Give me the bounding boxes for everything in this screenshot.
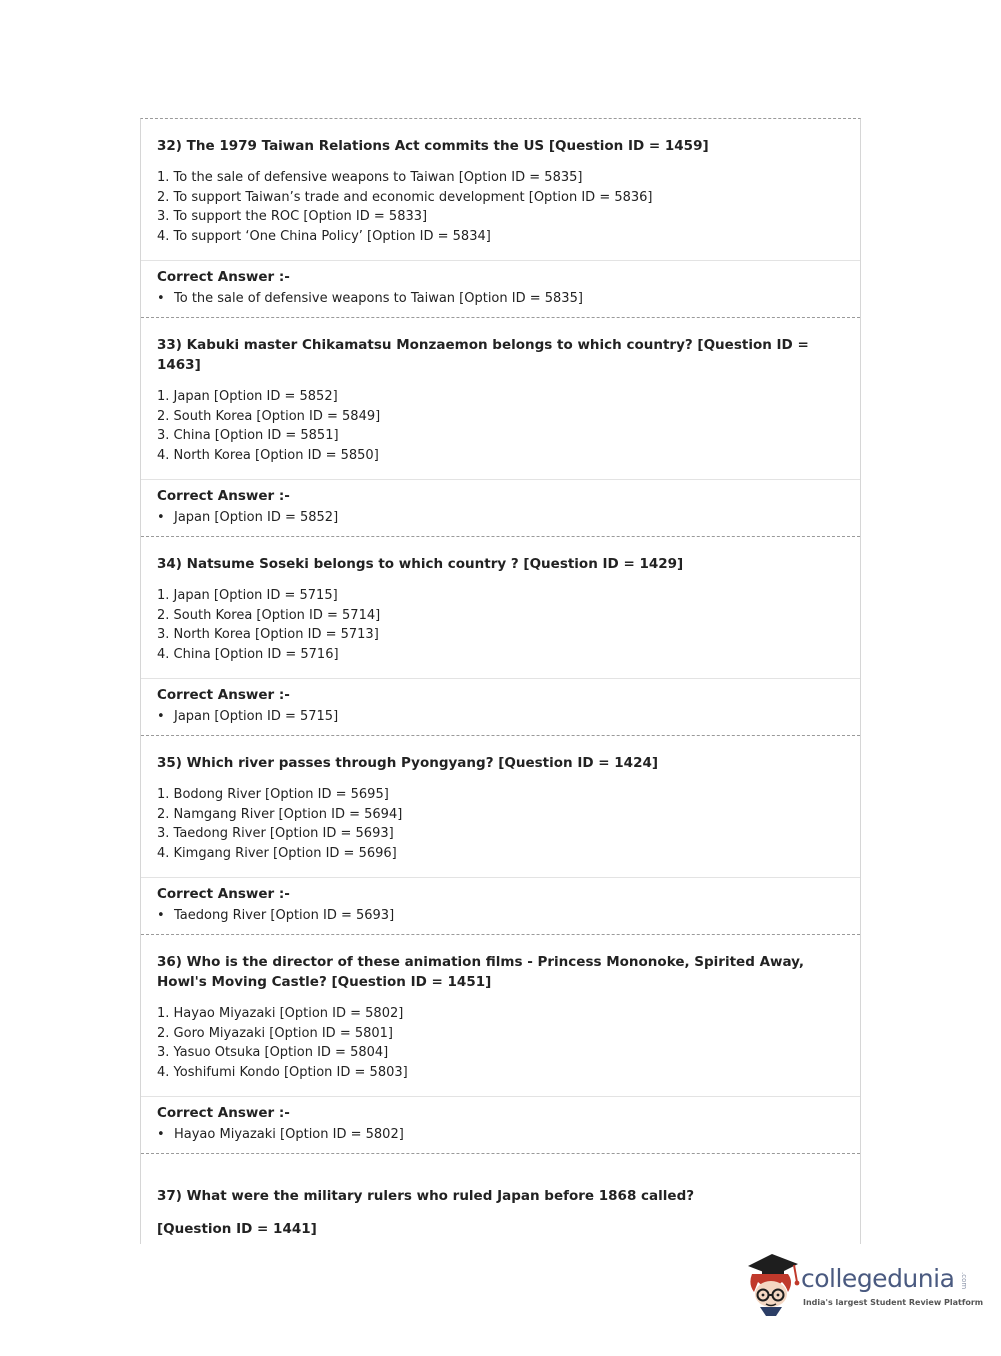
answer-part — [141, 878, 860, 934]
option-item: 1. To the sale of defensive weapons to Taiwan [Option ID = 5835] — [157, 170, 583, 185]
question-block — [141, 119, 860, 318]
option-item: 3. North Korea [Option ID = 5713] — [157, 627, 379, 642]
option-item: 1. Bodong River [Option ID = 5695] — [157, 787, 389, 802]
question-title: 35) Which river passes through Pyongyang? [Question ID = 1424] — [157, 755, 659, 771]
option-item: 3. China [Option ID = 5851] — [157, 428, 339, 443]
question-part — [141, 537, 860, 679]
option-item: 3. Taedong River [Option ID = 5693] — [157, 826, 394, 841]
correct-answer-label: Correct Answer :- — [157, 269, 290, 285]
option-item: 4. To support ‘One China Policy’ [Option ID = 5834] — [157, 228, 491, 244]
bullet-icon: • — [157, 908, 165, 923]
option-item: 3. Yasuo Otsuka [Option ID = 5804] — [157, 1045, 389, 1060]
options-list — [157, 785, 844, 863]
option-item: 4. Yoshifumi Kondo [Option ID = 5803] — [157, 1064, 408, 1080]
answer-part — [141, 261, 860, 317]
question-id: [Question ID = 1441] — [157, 1221, 317, 1237]
option-item: 4. North Korea [Option ID = 5850] — [157, 447, 379, 463]
question-title: 37) What were the military rulers who ruled Japan before 1868 called? — [157, 1188, 695, 1204]
question-block — [141, 736, 860, 935]
correct-answer-label: Correct Answer :- — [157, 886, 290, 902]
correct-answer-text: Taedong River [Option ID = 5693] — [174, 908, 395, 923]
question-part — [141, 318, 860, 480]
option-item: 4. China [Option ID = 5716] — [157, 646, 339, 662]
bullet-icon: • — [157, 291, 165, 306]
option-item: 2. South Korea [Option ID = 5849] — [157, 408, 381, 424]
correct-answer-item — [157, 289, 844, 309]
options-list — [157, 1004, 844, 1082]
correct-answer-text: To the sale of defensive weapons to Taiwan [Option ID = 5835] — [174, 291, 583, 306]
bullet-icon: • — [157, 709, 165, 724]
question-sheet — [140, 118, 861, 1244]
option-item: 1. Japan [Option ID = 5715] — [157, 588, 338, 603]
question-title: 34) Natsume Soseki belongs to which country ? [Question ID = 1429] — [157, 556, 684, 572]
answer-part — [141, 679, 860, 735]
collegedunia-logo — [742, 1248, 984, 1318]
option-item: 1. Hayao Miyazaki [Option ID = 5802] — [157, 1006, 404, 1021]
bullet-icon: • — [157, 1127, 165, 1142]
question-part — [141, 736, 860, 878]
question-title: 32) The 1979 Taiwan Relations Act commits the US [Question ID = 1459] — [157, 138, 709, 154]
option-item: 2. Goro Miyazaki [Option ID = 5801] — [157, 1025, 394, 1041]
correct-answer-text: Japan [Option ID = 5715] — [174, 709, 339, 724]
options-list — [157, 387, 844, 465]
option-item: 2. To support Taiwan’s trade and economic development [Option ID = 5836] — [157, 189, 653, 205]
question-part — [141, 119, 860, 261]
bullet-icon: • — [157, 510, 165, 525]
option-item: 1. Japan [Option ID = 5852] — [157, 389, 338, 404]
correct-answer-text: Hayao Miyazaki [Option ID = 5802] — [174, 1127, 404, 1142]
correct-answer-label: Correct Answer :- — [157, 687, 290, 703]
correct-answer-item — [157, 906, 844, 926]
correct-answer-item — [157, 707, 844, 727]
correct-answer-label: Correct Answer :- — [157, 488, 290, 504]
answer-part — [141, 480, 860, 536]
option-item: 4. Kimgang River [Option ID = 5696] — [157, 845, 397, 861]
logo-tagline: India's largest Student Review Platform — [803, 1298, 984, 1307]
correct-answer-item — [157, 1125, 844, 1145]
question-block — [141, 537, 860, 736]
options-list — [157, 168, 844, 246]
option-item: 2. South Korea [Option ID = 5714] — [157, 607, 381, 623]
option-item: 3. To support the ROC [Option ID = 5833] — [157, 209, 428, 224]
logo-wordmark: collegedunia — [801, 1264, 955, 1293]
logo-domain: .com — [960, 1272, 968, 1290]
correct-answer-text: Japan [Option ID = 5852] — [174, 510, 339, 525]
question-part — [141, 935, 860, 1097]
correct-answer-item — [157, 508, 844, 528]
question-title: 33) Kabuki master Chikamatsu Monzaemon belongs to which country? [Question ID = 1463] — [157, 337, 809, 373]
mascot-icon — [742, 1248, 804, 1318]
question-title: 36) Who is the director of these animation films - Princess Mononoke, Spirited Away, Howl's Moving Castle? [Question ID = 1451] — [157, 954, 805, 990]
question-block — [141, 318, 860, 537]
question-block-partial — [141, 1154, 860, 1239]
question-block — [141, 935, 860, 1154]
answer-part — [141, 1097, 860, 1153]
correct-answer-label: Correct Answer :- — [157, 1105, 290, 1121]
options-list — [157, 586, 844, 664]
option-item: 2. Namgang River [Option ID = 5694] — [157, 806, 403, 822]
